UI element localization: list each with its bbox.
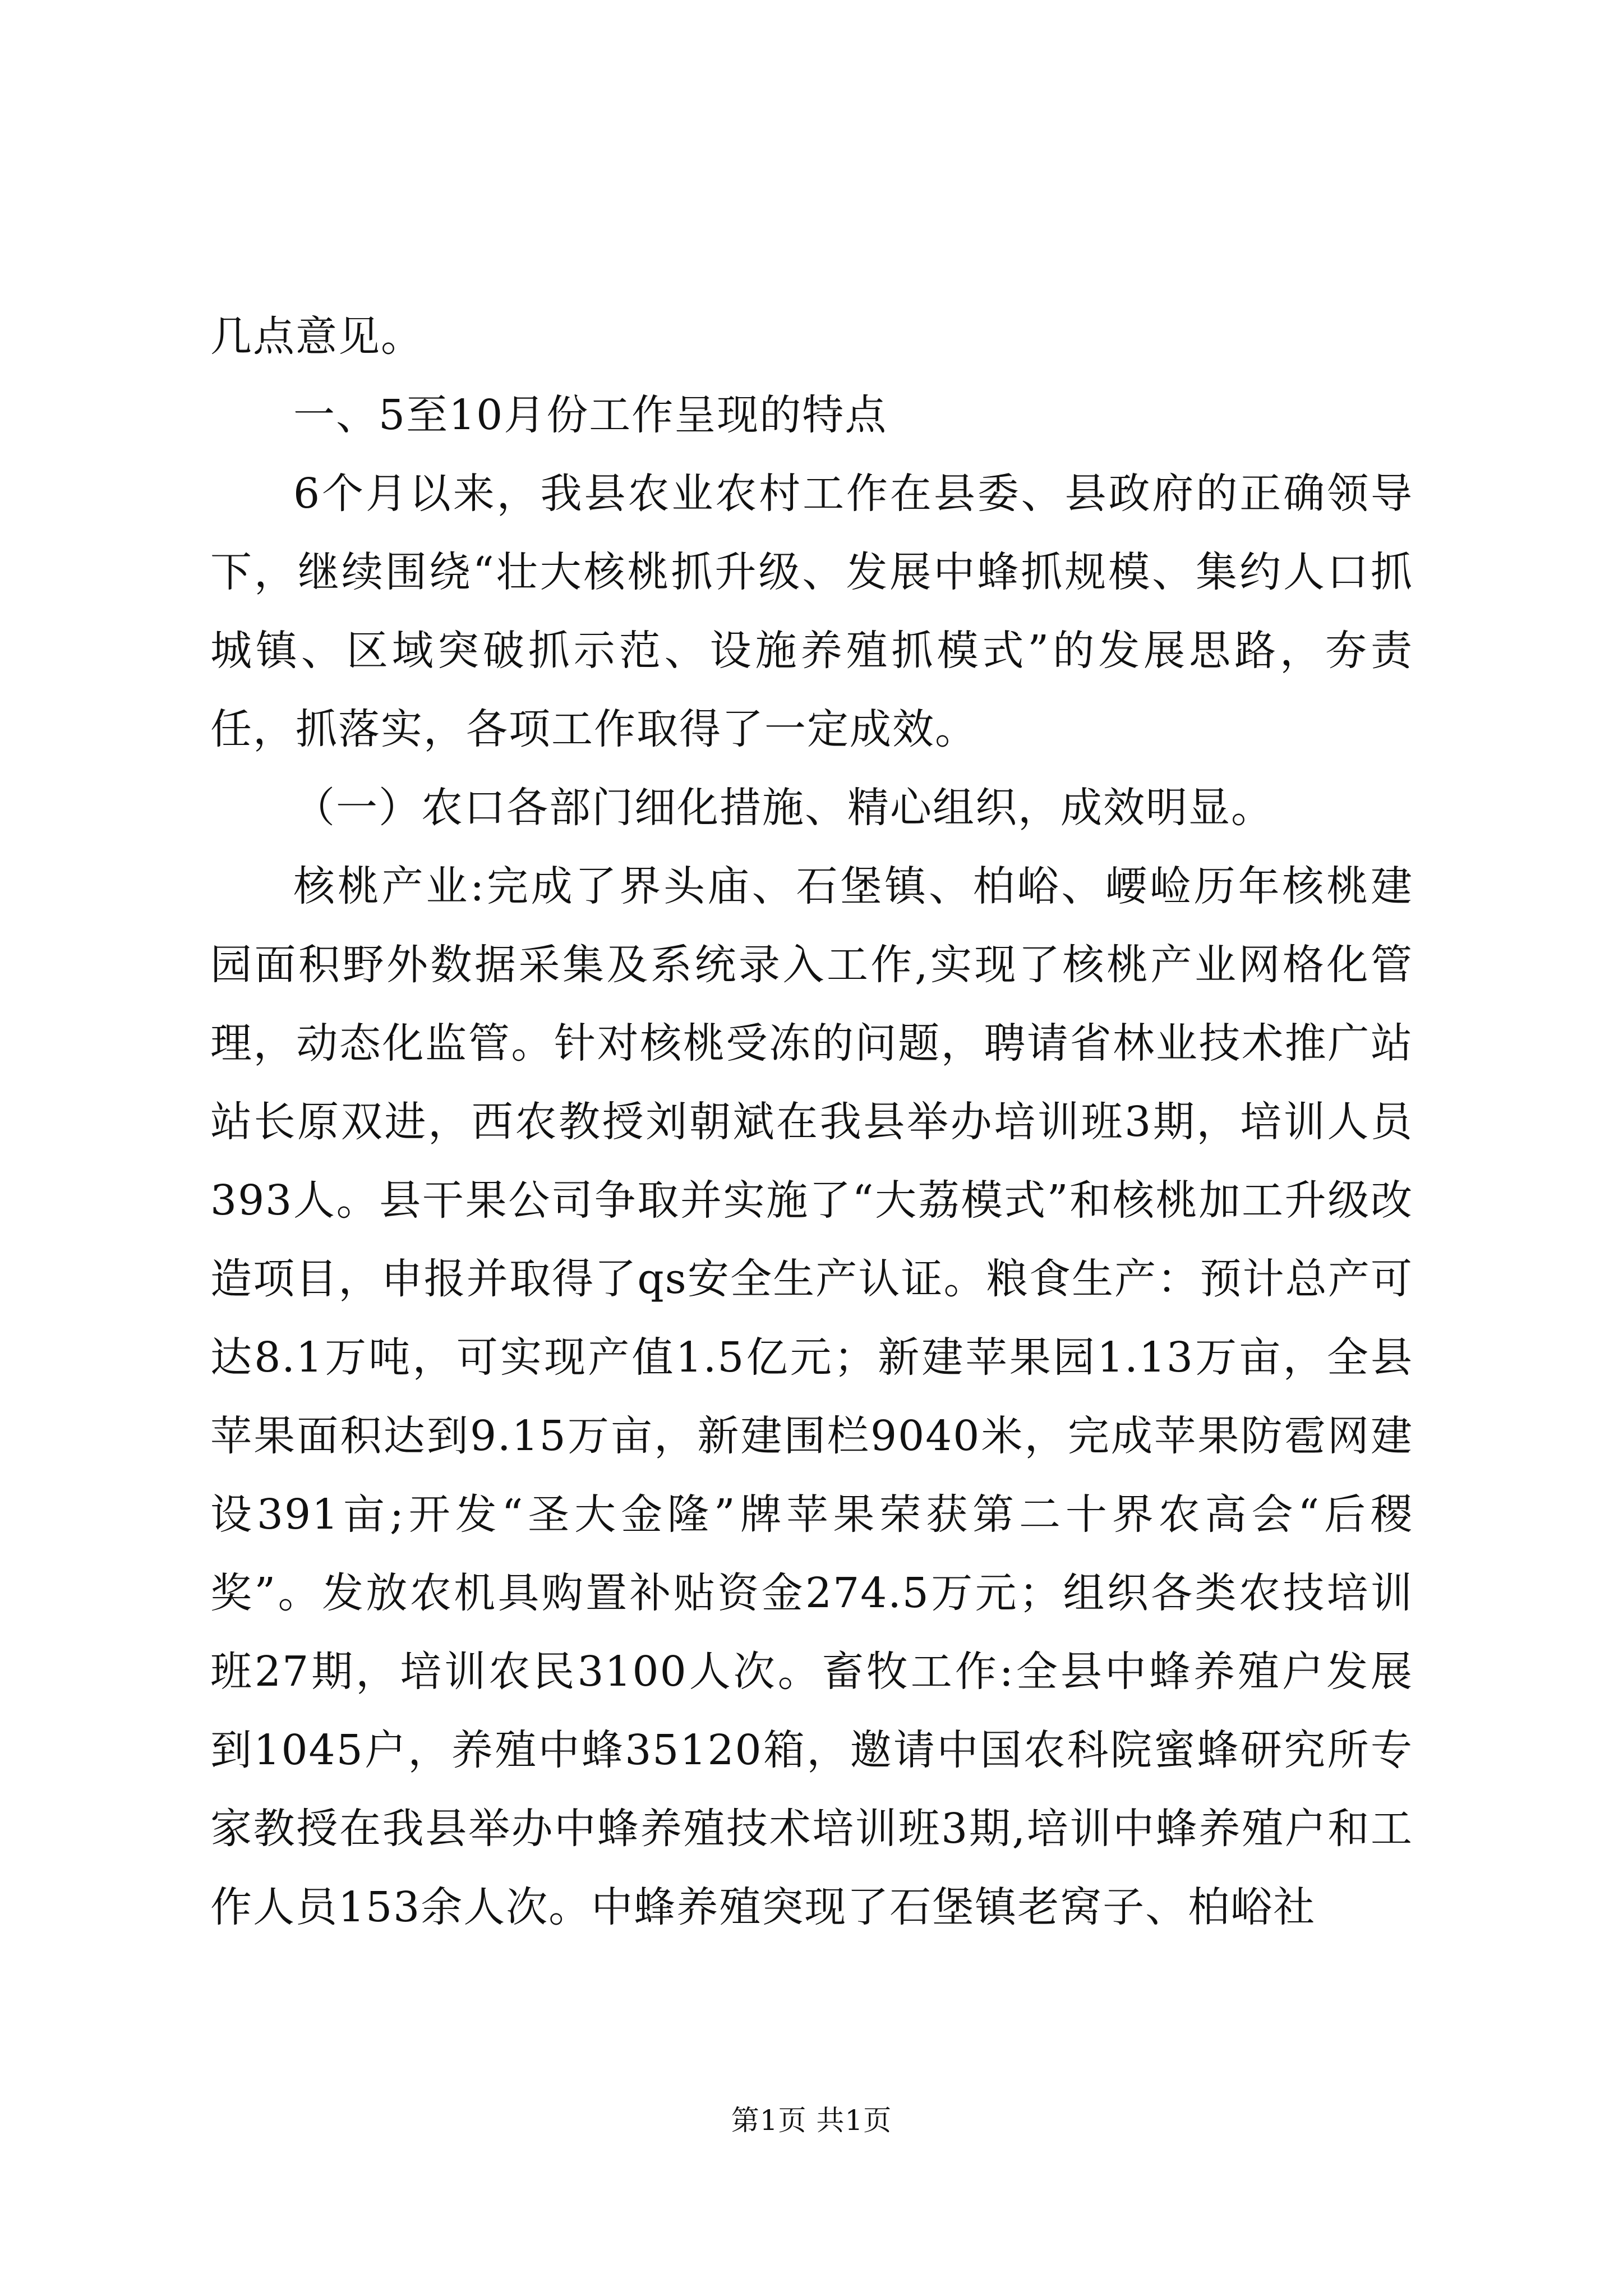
- document-body: [210, 297, 1413, 1947]
- page-footer: 第1页 共1页: [731, 2104, 892, 2137]
- paragraph-overview: 6个月以来，我县农业农村工作在县委、县政府的正确领导下，继续围绕“壮大核桃抓升级、发展中蜂抓规模、集约人口抓城镇、区域突破抓示范、设施养殖抓模式”的发展思路，夯责任，抓落实，各项工作取得了一定成效。: [210, 470, 1413, 753]
- subsection-heading: （一）农口各部门细化措施、精心组织，成效明显。: [293, 784, 1274, 832]
- paragraph-continuation: 几点意见。: [210, 312, 423, 361]
- paragraph-details: 核桃产业:完成了界头庙、石堡镇、柏峪、崾崄历年核桃建园面积野外数据采集及系统录入工作,实现了核桃产业网格化管理，动态化监管。针对核桃受冻的问题，聘请省林业技术推广站站长原双进，西农教授刘朝斌在我县举办培训班3期，培训人员393人。县干果公司争取并实施了“大荔模式”和核桃加工升级改造项目，申报并取得了qs安全生产认证。粮食生产：预计总产可达8.1万吨，可实现产值1.5亿元；新建苹果园1.13万亩，全县苹果面积达到9.15万亩，新建围栏9040米，完成苹果防雹网建设391亩;开发“圣大金隆”牌苹果荣获第二十界农高会“后稷奖”。发放农机具购置补贴资金274.5万元；组织各类农技培训班27期，培训农民3100人次。畜牧工作:全县中蜂养殖户发展到1045户，养殖中蜂35120箱，邀请中国农科院蜜蜂研究所专家教授在我县举办中蜂养殖技术培训班3期,培训中蜂养殖户和工作人员153余人次。中蜂养殖突现了石堡镇老窝子、柏峪社: [210, 862, 1413, 1931]
- section-heading: 一、5至10月份工作呈现的特点: [293, 391, 888, 439]
